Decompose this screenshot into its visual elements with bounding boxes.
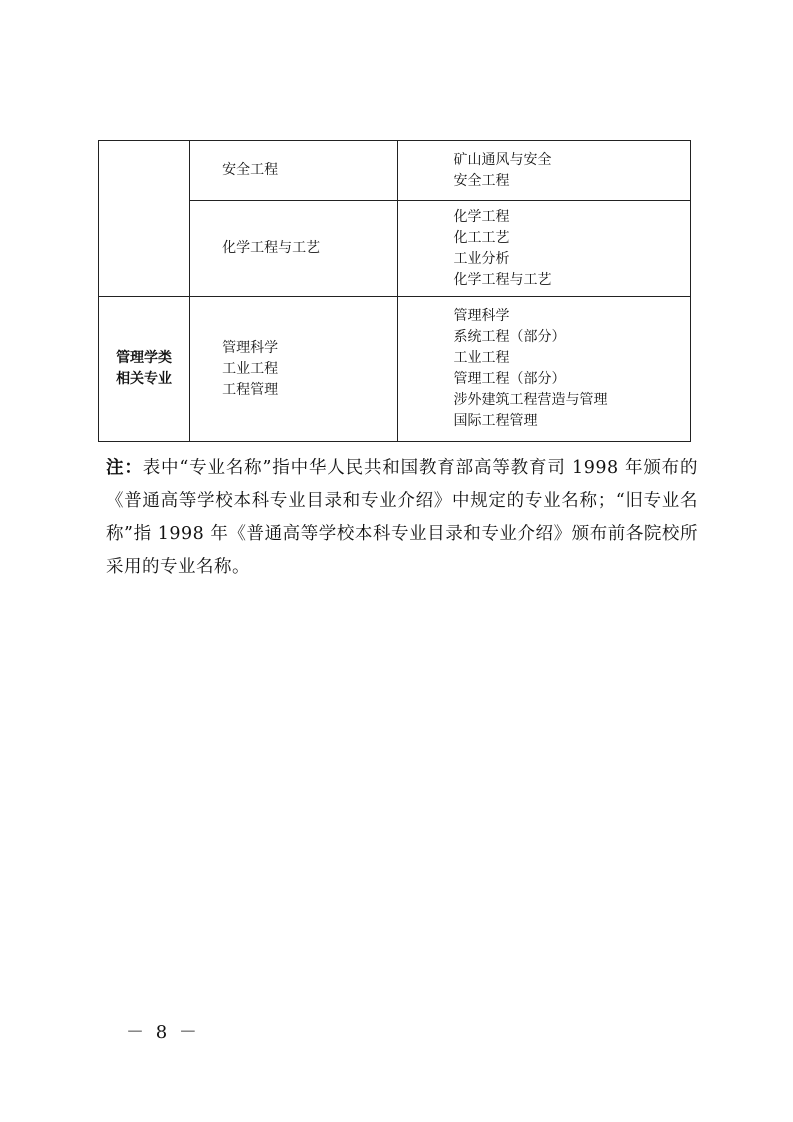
old-major-name: 管理工程（部分） (453, 371, 566, 387)
category-label: 相关专业 (116, 371, 173, 387)
major-name-cell (190, 201, 398, 297)
major-name: 安全工程 (222, 162, 279, 178)
major-name: 工业工程 (222, 360, 279, 377)
old-major-name: 系统工程（部分） (453, 329, 566, 345)
old-major-name: 化工工艺 (453, 229, 510, 246)
major-name: 工程管理 (222, 381, 279, 398)
table-row (99, 297, 691, 442)
major-mapping-table (98, 140, 691, 442)
page-number: － 8 － (126, 1022, 200, 1043)
category-cell (99, 297, 190, 442)
old-major-name: 工业工程 (453, 350, 510, 366)
old-major-name: 化学工程与工艺 (453, 271, 552, 288)
category-label: 管理学类 (116, 350, 173, 366)
old-major-names-cell (398, 201, 691, 297)
major-name: 化学工程与工艺 (222, 240, 321, 256)
table-row (99, 141, 691, 201)
table-note (106, 452, 698, 584)
old-major-names-cell (398, 297, 691, 442)
old-major-name: 矿山通风与安全 (453, 151, 552, 168)
old-major-name: 安全工程 (453, 172, 510, 189)
major-name: 管理科学 (222, 339, 279, 356)
old-major-name: 管理科学 (453, 308, 510, 324)
major-name-cell (190, 297, 398, 442)
old-major-name: 涉外建筑工程营造与管理 (453, 392, 608, 408)
category-cell-empty (99, 141, 190, 297)
old-major-name: 工业分析 (453, 250, 510, 267)
old-major-name: 国际工程管理 (453, 413, 538, 429)
old-major-names-cell (398, 141, 691, 201)
note-text: 表中“专业名称”指中华人民共和国教育部高等教育司 1998 年颁布的《普通高等学校本科专业目录和专业介绍》中规定的专业名称；“旧专业名称”指 1998 年《普通高等学校本科专业目录和专业介绍》颁布前各院校所采用的专业名称。 (106, 458, 699, 577)
old-major-name: 化学工程 (453, 208, 510, 225)
major-name-cell (190, 141, 398, 201)
note-label: 注： (106, 458, 143, 478)
